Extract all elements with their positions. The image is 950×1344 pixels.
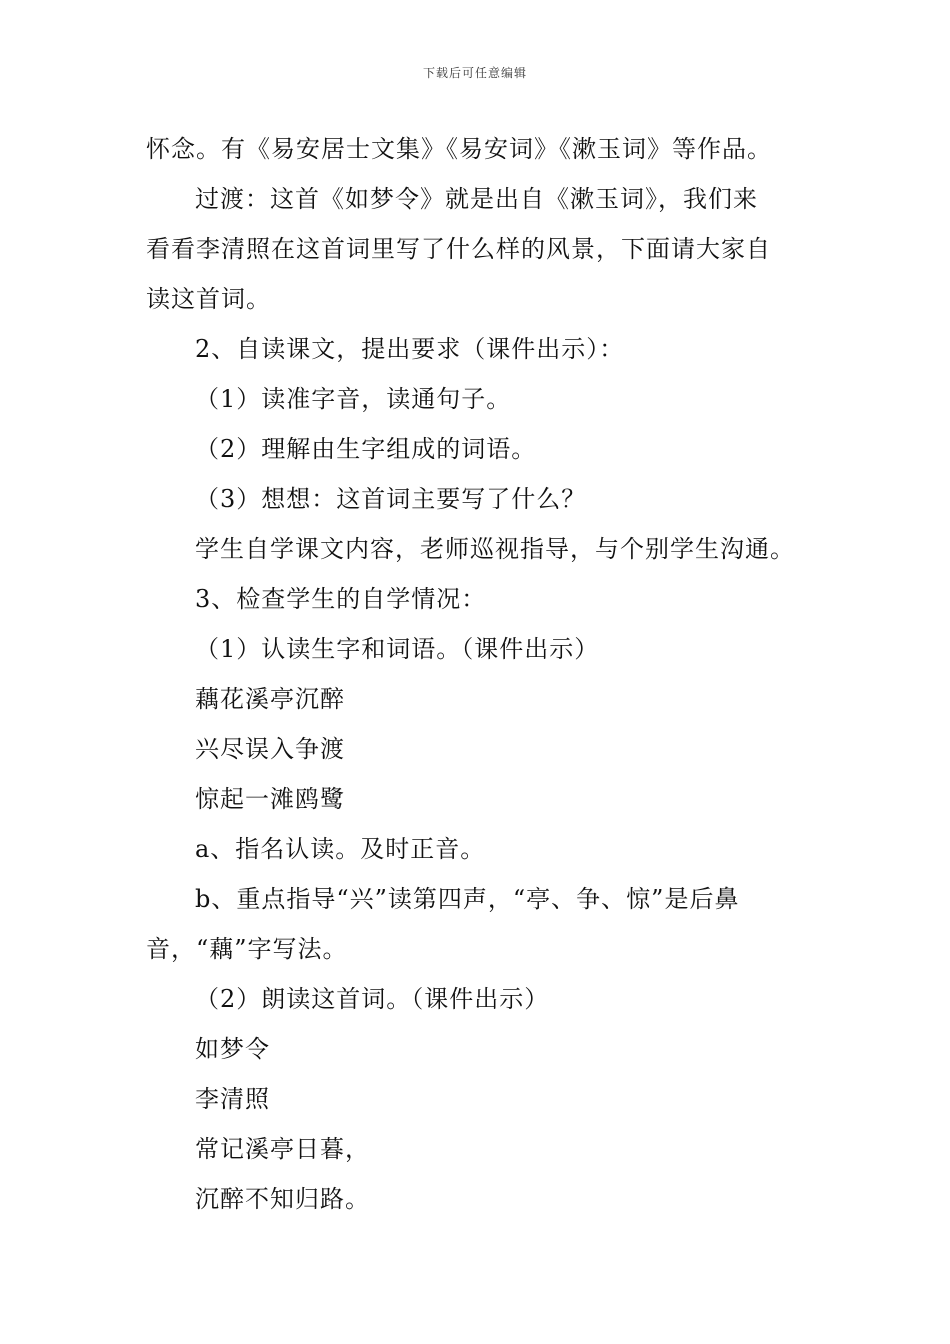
text-line: 惊起一滩鸥鹭 xyxy=(195,785,345,813)
text-line: 读这首词。 xyxy=(146,285,271,313)
text-line: 2、自读课文，提出要求（课件出示）： xyxy=(195,335,625,363)
text-line: （2）理解由生字组成的词语。 xyxy=(195,435,537,463)
text-line: a、指名认读。及时正音。 xyxy=(195,835,486,863)
text-line: b、重点指导“兴”读第四声，“亭、争、惊”是后鼻 xyxy=(195,885,740,913)
text-line: 兴尽误入争渡 xyxy=(195,735,345,763)
text-line: 3、检查学生的自学情况： xyxy=(195,585,487,613)
text-line: 过渡：这首《如梦令》就是出自《漱玉词》，我们来 xyxy=(195,185,758,213)
body-text xyxy=(146,124,810,1224)
text-line: 怀念。有《易安居士文集》《易安词》《漱玉词》等作品。 xyxy=(146,135,772,163)
text-line: （2）朗读这首词。（课件出示） xyxy=(195,985,550,1013)
text-line: 沉醉不知归路。 xyxy=(195,1185,370,1213)
page-header: 下载后可任意编辑 xyxy=(422,66,527,80)
text-line: 藕花溪亭沉醉 xyxy=(195,685,345,713)
text-line: （1）认读生字和词语。（课件出示） xyxy=(195,635,600,663)
text-line: 音，“藕”字写法。 xyxy=(146,935,348,963)
text-line: 学生自学课文内容，老师巡视指导，与个别学生沟通。 xyxy=(195,535,795,563)
text-line: 如梦令 xyxy=(195,1035,270,1063)
text-line: （1）读准字音，读通句子。 xyxy=(195,385,512,413)
text-line: 常记溪亭日暮， xyxy=(195,1135,370,1163)
text-line: （3）想想：这首词主要写了什么？ xyxy=(195,485,587,513)
text-line: 看看李清照在这首词里写了什么样的风景，下面请大家自 xyxy=(146,235,771,263)
text-line: 李清照 xyxy=(195,1085,270,1113)
